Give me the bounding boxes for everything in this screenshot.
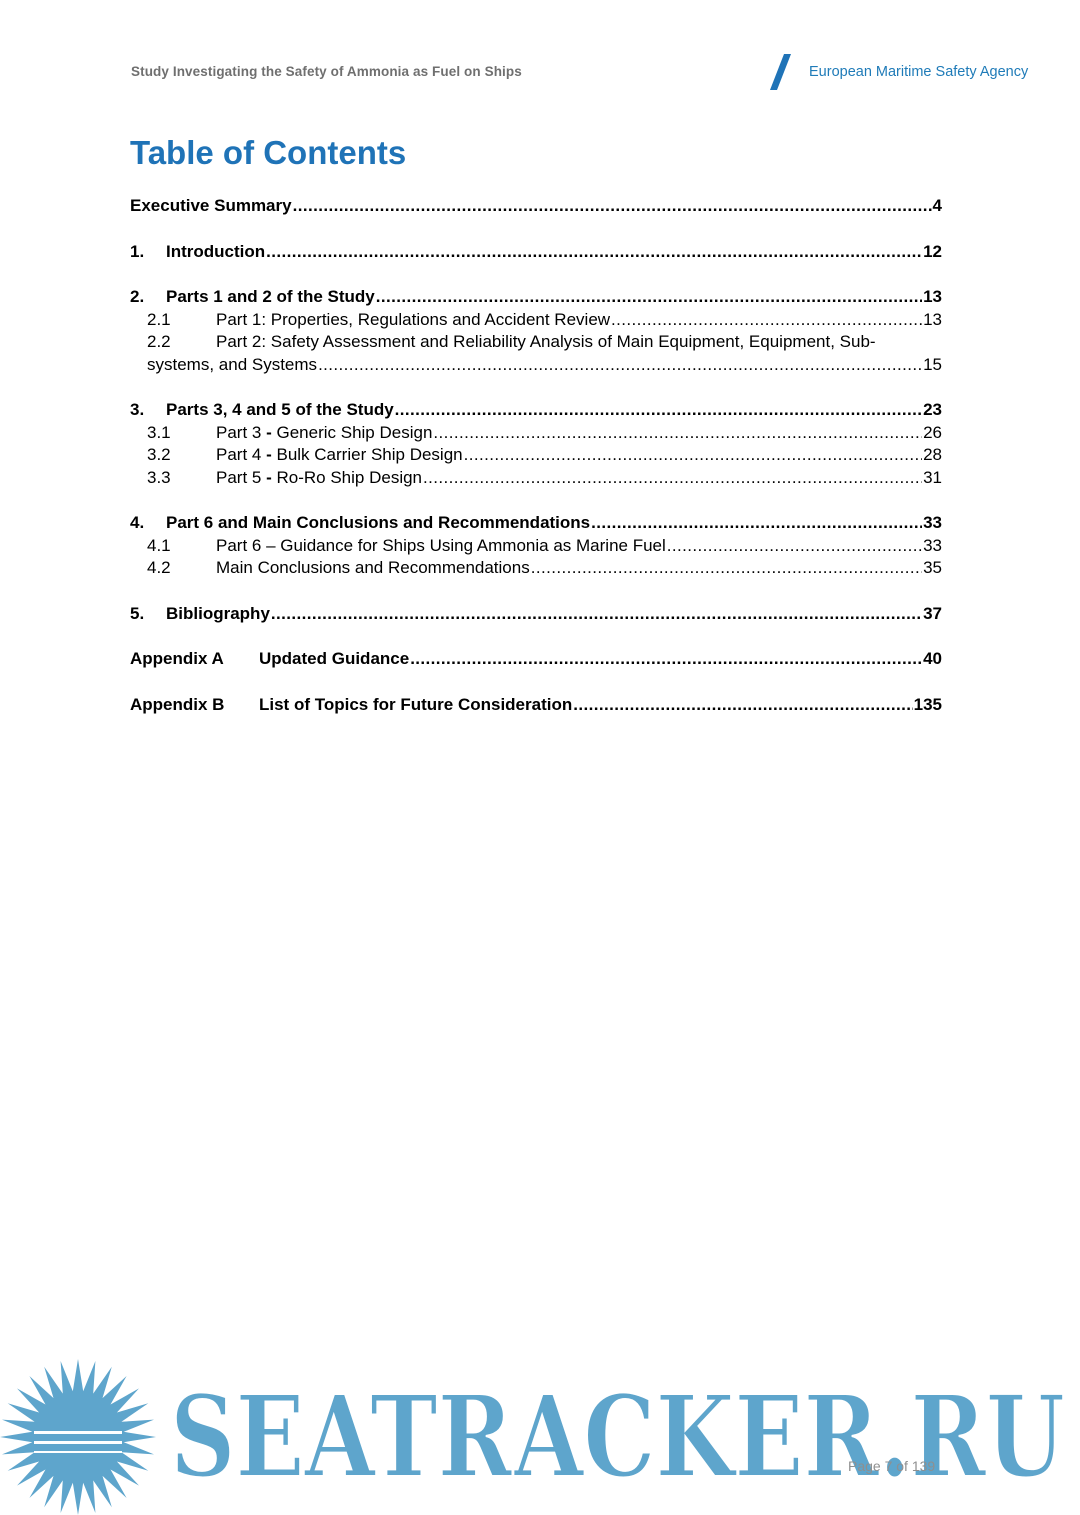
toc-entry-4-2[interactable] bbox=[130, 557, 942, 580]
toc-leader-dots bbox=[293, 195, 932, 218]
toc-entry-page: 28 bbox=[923, 445, 942, 464]
toc-entry-part-6[interactable] bbox=[130, 512, 942, 535]
toc-entry-page: 33 bbox=[923, 513, 942, 532]
toc-entry-page: 23 bbox=[923, 400, 942, 419]
toc-entry-label: Main Conclusions and Recommendations bbox=[216, 558, 530, 577]
toc-leader-dots bbox=[667, 535, 922, 558]
sun-stripe-3 bbox=[34, 1451, 122, 1453]
toc-entry-label: Part 5 - Ro-Ro Ship Design bbox=[216, 467, 423, 487]
toc-entry-3-3[interactable] bbox=[130, 467, 942, 490]
toc-entry-3-2[interactable] bbox=[130, 444, 942, 467]
toc-entry-page: 26 bbox=[923, 422, 942, 442]
toc-entry-number: Appendix B bbox=[130, 694, 225, 714]
toc-entry-number: 4.1 bbox=[147, 535, 171, 555]
toc-entry-executive-summary[interactable] bbox=[130, 195, 942, 218]
toc-leader-dots bbox=[611, 309, 922, 332]
toc-leader-dots bbox=[410, 648, 922, 671]
table-of-contents bbox=[130, 195, 942, 716]
toc-entry-page: 15 bbox=[923, 354, 942, 374]
toc-entry-number: 3.2 bbox=[147, 445, 171, 464]
toc-entry-label-line2: systems, and Systems bbox=[147, 354, 318, 374]
sun-stripe-1 bbox=[34, 1431, 122, 1434]
toc-entry-label: Part 1: Properties, Regulations and Accident Review bbox=[216, 309, 611, 329]
watermark-text: SEATRACKER.RU bbox=[170, 1372, 1065, 1503]
toc-entry-number: 4.2 bbox=[147, 558, 171, 577]
toc-entry-page: 13 bbox=[923, 287, 942, 306]
toc-entry-page: 31 bbox=[923, 467, 942, 487]
watermark-sun-icon bbox=[0, 1359, 156, 1515]
toc-heading: Table of Contents bbox=[130, 134, 407, 171]
toc-entry-label: Part 6 – Guidance for Ships Using Ammonia as Marine Fuel bbox=[216, 535, 666, 555]
toc-entry-label: Updated Guidance bbox=[259, 649, 410, 668]
toc-leader-dots bbox=[318, 354, 922, 377]
toc-entry-parts-3-4-5[interactable] bbox=[130, 399, 942, 422]
toc-entry-label: Part 6 and Main Conclusions and Recommendations bbox=[166, 513, 591, 532]
toc-entry-appendix-a[interactable] bbox=[130, 648, 942, 671]
toc-entry-page: 12 bbox=[923, 241, 942, 261]
watermark bbox=[0, 1355, 1080, 1515]
toc-entry-number: 1. bbox=[130, 241, 145, 261]
toc-leader-dots bbox=[433, 422, 922, 445]
toc-entry-number: Appendix A bbox=[130, 649, 224, 668]
toc-entry-3-1[interactable] bbox=[130, 422, 942, 445]
toc-entry-number: 2. bbox=[130, 287, 145, 306]
toc-entry-number: 3. bbox=[130, 400, 145, 419]
toc-leader-dots bbox=[423, 467, 922, 490]
toc-entry-page: 4 bbox=[932, 196, 942, 215]
agency-slash-logo-icon bbox=[764, 52, 800, 92]
toc-entry-page: 35 bbox=[923, 558, 942, 577]
toc-entry-page: 40 bbox=[923, 649, 942, 668]
toc-entry-label: Introduction bbox=[166, 241, 266, 261]
toc-entry-label: Executive Summary bbox=[130, 196, 292, 215]
sun-stripe-2 bbox=[34, 1441, 122, 1444]
toc-entry-2-2[interactable] bbox=[130, 331, 942, 376]
toc-entry-label: Bibliography bbox=[166, 603, 270, 623]
toc-entry-number: 3.3 bbox=[147, 467, 171, 487]
toc-entry-page: 13 bbox=[923, 309, 942, 329]
toc-leader-dots bbox=[266, 241, 922, 264]
toc-leader-dots bbox=[573, 694, 912, 717]
toc-entry-page: 37 bbox=[923, 603, 942, 623]
toc-entry-label: List of Topics for Future Consideration bbox=[259, 694, 573, 714]
toc-entry-number: 3.1 bbox=[147, 422, 171, 442]
header-agency-name: European Maritime Safety Agency bbox=[809, 64, 1029, 80]
toc-entry-number: 4. bbox=[130, 513, 145, 532]
toc-entry-label: Part 3 - Generic Ship Design bbox=[216, 422, 433, 442]
toc-entry-bibliography[interactable] bbox=[130, 603, 942, 626]
toc-entry-4-1[interactable] bbox=[130, 535, 942, 558]
toc-leader-dots bbox=[464, 444, 922, 467]
toc-entry-number: 2.2 bbox=[147, 332, 171, 351]
toc-entry-label-line1: Part 2: Safety Assessment and Reliability Analysis of Main Equipment, Equipment, Sub- bbox=[216, 332, 876, 351]
toc-entry-parts-1-2[interactable] bbox=[130, 286, 942, 309]
toc-entry-number: 2.1 bbox=[147, 309, 171, 329]
toc-leader-dots bbox=[531, 557, 922, 580]
toc-entry-label: Part 4 - Bulk Carrier Ship Design bbox=[216, 445, 463, 464]
toc-leader-dots bbox=[376, 286, 922, 309]
toc-entry-label: Parts 1 and 2 of the Study bbox=[166, 287, 375, 306]
toc-entry-label: Parts 3, 4 and 5 of the Study bbox=[166, 400, 394, 419]
toc-entry-appendix-b[interactable] bbox=[130, 694, 942, 717]
toc-entry-page: 33 bbox=[923, 535, 942, 555]
toc-leader-dots bbox=[591, 512, 922, 535]
header-document-title: Study Investigating the Safety of Ammonia as Fuel on Ships bbox=[131, 64, 522, 79]
footer-page-number: Page 7 of 139 bbox=[848, 1458, 936, 1474]
toc-entry-number: 5. bbox=[130, 603, 145, 623]
toc-entry-2-1[interactable] bbox=[130, 309, 942, 332]
toc-entry-introduction[interactable] bbox=[130, 241, 942, 264]
sun-disc bbox=[34, 1393, 122, 1481]
toc-entry-page: 135 bbox=[913, 694, 942, 714]
toc-leader-dots bbox=[271, 603, 922, 626]
toc-leader-dots bbox=[395, 399, 922, 422]
